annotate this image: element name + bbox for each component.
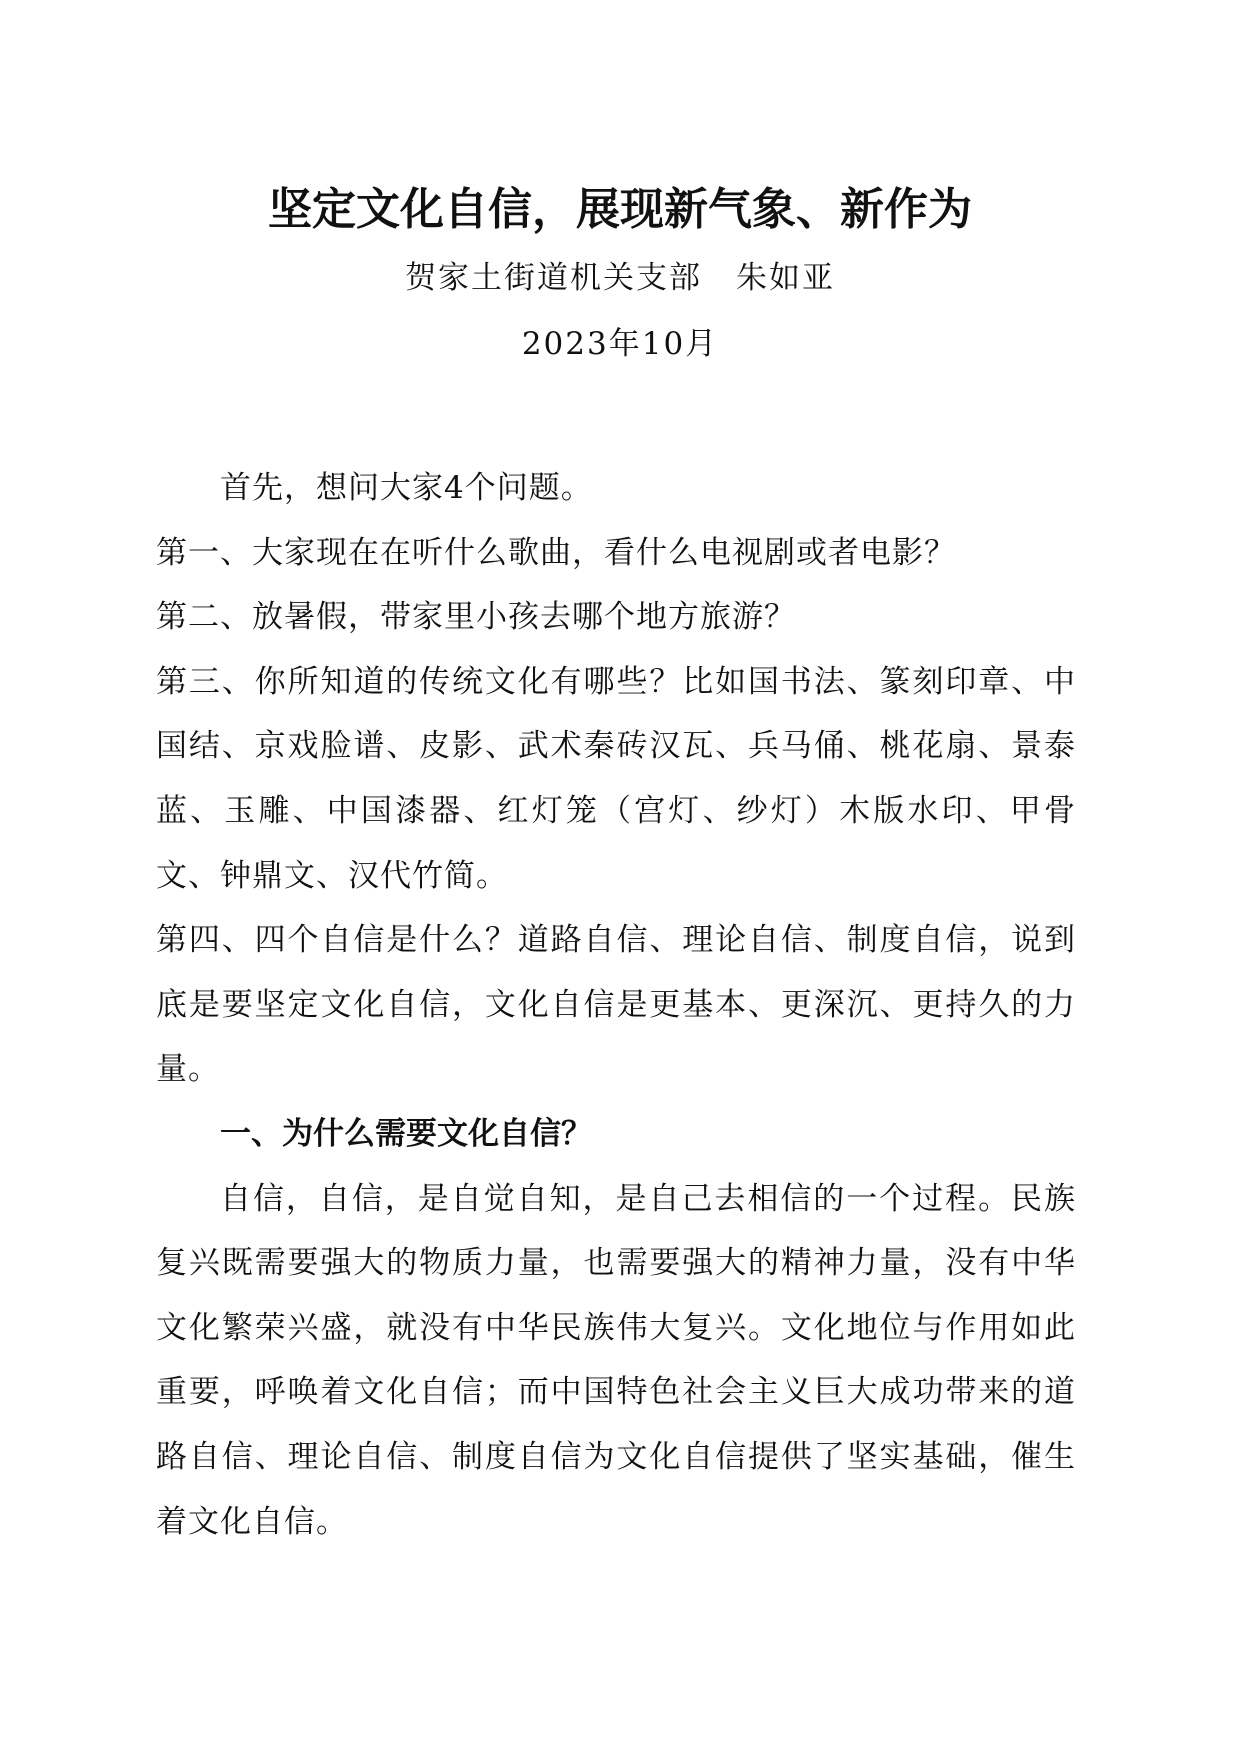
document-body [156,456,1076,1554]
question-3: 第三、你所知道的传统文化有哪些？比如国书法、篆刻印章、中国结、京戏脸谱、皮影、武术秦砖汉瓦、兵马俑、桃花扇、景泰蓝、玉雕、中国漆器、红灯笼（宫灯、纱灯）木版水印、甲骨文、钟鼎文、汉代竹简。 [156,663,1076,894]
question-2: 第二、放暑假，带家里小孩去哪个地方旅游？ [156,599,796,636]
author-unit: 贺家土街道机关支部 [405,260,702,296]
question-4: 第四、四个自信是什么？道路自信、理论自信、制度自信，说到底是要坚定文化自信，文化自信是更基本、更深沉、更持久的力量。 [156,922,1076,1088]
author-line [0,256,1240,300]
document-date: 2023年10月 [521,326,719,362]
section-1-heading: 一、为什么需要文化自信？ [220,1115,592,1152]
document-title: 坚定文化自信，展现新气象、新作为 [268,184,972,235]
intro-paragraph: 首先，想问大家4个问题。 [220,470,593,506]
author-name: 朱如亚 [736,260,835,296]
question-1: 第一、大家现在在听什么歌曲，看什么电视剧或者电影？ [156,534,956,571]
section-1-paragraph: 自信，自信，是自觉自知，是自己去相信的一个过程。民族复兴既需要强大的物质力量，也需要强大的精神力量，没有中华文化繁荣兴盛，就没有中华民族伟大复兴。文化地位与作用如此重要，呼唤着文化自信；而中国特色社会主义巨大成功带来的道路自信、理论自信、制度自信为文化自信提供了坚实基础，催生着文化自信。 [156,1180,1076,1540]
